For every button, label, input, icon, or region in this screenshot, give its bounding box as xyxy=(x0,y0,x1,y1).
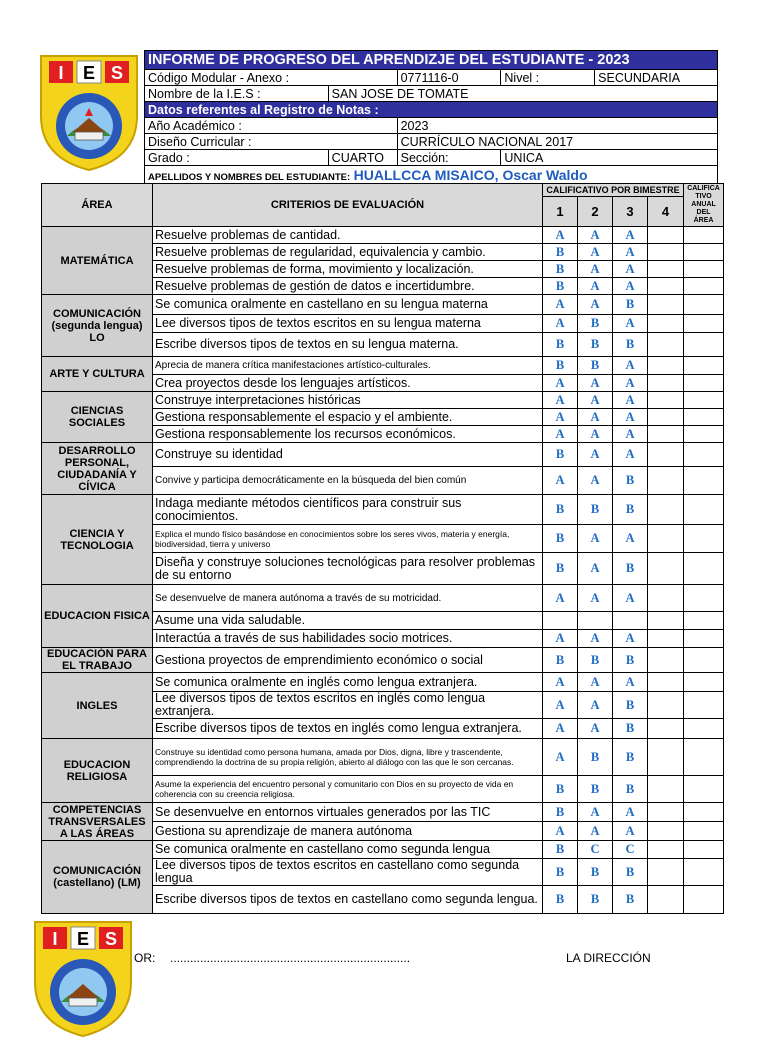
grade-b4 xyxy=(648,392,684,409)
criterion-text: Escribe diversos tipos de textos en inglés como lengua extranjera. xyxy=(153,719,543,739)
grade-b4 xyxy=(648,841,684,859)
grade-b1: B xyxy=(543,776,578,803)
footer-direction: LA DIRECCIÓN xyxy=(566,951,651,965)
codigo-value: 0771116-0 xyxy=(397,70,501,86)
criterion-row xyxy=(42,443,724,467)
area-name: COMPETENCIAS TRANSVERSALES A LAS ÁREAS xyxy=(42,803,153,841)
grade-b2: A xyxy=(578,278,613,295)
grade-b3: B xyxy=(613,739,648,776)
grade-b3: C xyxy=(613,841,648,859)
criterion-row xyxy=(42,841,724,859)
seccion-value: UNICA xyxy=(501,150,718,166)
nivel-label: Nivel : xyxy=(501,70,595,86)
grade-b1: A xyxy=(543,295,578,315)
annual-grade xyxy=(684,525,724,553)
grade-b3: A xyxy=(613,525,648,553)
criterion-text: Resuelve problemas de regularidad, equivalencia y cambio. xyxy=(153,244,543,261)
criterion-text: Indaga mediante métodos científicos para construir sus conocimientos. xyxy=(153,495,543,525)
grade-b4 xyxy=(648,278,684,295)
grade-b4 xyxy=(648,803,684,822)
grade-b2: A xyxy=(578,553,613,585)
grade-b4 xyxy=(648,648,684,673)
annual-grade xyxy=(684,227,724,244)
grade-b1: A xyxy=(543,585,578,612)
grade-b3: B xyxy=(613,859,648,886)
annual-grade xyxy=(684,859,724,886)
criterion-text: Se comunica oralmente en castellano como segunda lengua xyxy=(153,841,543,859)
criterion-text: Construye su identidad como persona humana, amada por Dios, digna, libre y trascendente, comprendiendo la doctrina de su propia religión, abierto al diálogo con las que le son cercanas. xyxy=(153,739,543,776)
grade-b4 xyxy=(648,630,684,648)
grade-b3: A xyxy=(613,585,648,612)
grade-b1: B xyxy=(543,261,578,278)
criterion-row xyxy=(42,648,724,673)
grade-b4 xyxy=(648,295,684,315)
annual-grade xyxy=(684,443,724,467)
grade-b1: B xyxy=(543,278,578,295)
grade-b4 xyxy=(648,612,684,630)
grade-b1: A xyxy=(543,375,578,392)
area-header: ÁREA xyxy=(42,184,153,227)
header-table xyxy=(144,50,718,185)
annual-grade xyxy=(684,315,724,333)
grade-b1: A xyxy=(543,392,578,409)
grade-b3: A xyxy=(613,822,648,841)
criterion-text: Asume la experiencia del encuentro personal y comunitario con Dios en su proyecto de vida en coherencia con su creencia religiosa. xyxy=(153,776,543,803)
grade-b1: A xyxy=(543,719,578,739)
bimestre-4: 4 xyxy=(648,197,684,227)
grade-b2: B xyxy=(578,859,613,886)
student-name: HUALLCCA MISAICO, Oscar Waldo xyxy=(353,167,588,183)
grade-b2: A xyxy=(578,630,613,648)
criterion-text: Lee diversos tipos de textos escritos en castellano como segunda lengua xyxy=(153,859,543,886)
area-name: ARTE Y CULTURA xyxy=(42,357,153,392)
grado-label: Grado : xyxy=(145,150,329,166)
grade-b3: A xyxy=(613,630,648,648)
grades-table xyxy=(41,183,724,914)
grade-b4 xyxy=(648,525,684,553)
annual-grade xyxy=(684,841,724,859)
annual-grade xyxy=(684,553,724,585)
annual-grade xyxy=(684,333,724,357)
annual-grade xyxy=(684,409,724,426)
school-logo-top xyxy=(37,52,141,172)
grade-b4 xyxy=(648,315,684,333)
area-name: DESARROLLO PERSONAL, CIUDADANÍA Y CÍVICA xyxy=(42,443,153,495)
grade-b4 xyxy=(648,585,684,612)
criterion-text: Escribe diversos tipos de textos en castellano como segunda lengua. xyxy=(153,886,543,914)
area-name: CIENCIAS SOCIALES xyxy=(42,392,153,443)
annual-grade xyxy=(684,822,724,841)
grade-b2: A xyxy=(578,392,613,409)
annual-grade xyxy=(684,692,724,719)
criterion-text: Interactúa a través de sus habilidades socio motrices. xyxy=(153,630,543,648)
grade-b1: B xyxy=(543,244,578,261)
grade-b4 xyxy=(648,333,684,357)
grade-b1: B xyxy=(543,553,578,585)
bimestre-1: 1 xyxy=(543,197,578,227)
grade-b2: A xyxy=(578,585,613,612)
grade-b3: A xyxy=(613,315,648,333)
criterion-text: Crea proyectos desde los lenguajes artísticos. xyxy=(153,375,543,392)
grade-b1: B xyxy=(543,841,578,859)
grade-b4 xyxy=(648,673,684,692)
grade-b3: A xyxy=(613,409,648,426)
criteria-header: CRITERIOS DE EVALUACIÓN xyxy=(153,184,543,227)
school-logo-bottom xyxy=(31,918,135,1038)
grade-b4 xyxy=(648,244,684,261)
svg-text:I: I xyxy=(58,63,64,83)
grade-b4 xyxy=(648,227,684,244)
grade-b1: B xyxy=(543,859,578,886)
grade-b2: A xyxy=(578,295,613,315)
grade-b1: A xyxy=(543,692,578,719)
grade-b1: B xyxy=(543,525,578,553)
grade-b3: A xyxy=(613,227,648,244)
grade-b2: B xyxy=(578,357,613,375)
annual-grade xyxy=(684,295,724,315)
annual-grade xyxy=(684,739,724,776)
grade-b3: B xyxy=(613,495,648,525)
grade-b2: B xyxy=(578,886,613,914)
criterion-text: Se comunica oralmente en inglés como lengua extranjera. xyxy=(153,673,543,692)
area-name: MATEMÁTICA xyxy=(42,227,153,295)
criterion-text: Construye interpretaciones históricas xyxy=(153,392,543,409)
grade-b3: B xyxy=(613,295,648,315)
grade-b3: B xyxy=(613,467,648,495)
annual-grade xyxy=(684,375,724,392)
criterion-text: Aprecia de manera crítica manifestaciones artístico-culturales. xyxy=(153,357,543,375)
diseno-value: CURRÍCULO NACIONAL 2017 xyxy=(397,134,717,150)
grade-b1: A xyxy=(543,673,578,692)
grade-b3: B xyxy=(613,886,648,914)
annual-grade xyxy=(684,612,724,630)
ies-label: Nombre de la I.E.S : xyxy=(145,86,329,102)
grade-b3: A xyxy=(613,426,648,443)
anio-label: Año Académico : xyxy=(145,118,398,134)
area-name: INGLES xyxy=(42,673,153,739)
criterion-row xyxy=(42,495,724,525)
grade-b1: A xyxy=(543,227,578,244)
criterion-row xyxy=(42,295,724,315)
criterion-row xyxy=(42,585,724,612)
grade-b2: A xyxy=(578,719,613,739)
grade-b3: A xyxy=(613,443,648,467)
grade-b4 xyxy=(648,739,684,776)
grade-b1: B xyxy=(543,886,578,914)
grade-b2: C xyxy=(578,841,613,859)
criterion-text: Asume una vida saludable. xyxy=(153,612,543,630)
annual-grade xyxy=(684,719,724,739)
grade-b3: B xyxy=(613,648,648,673)
criterion-text: Resuelve problemas de cantidad. xyxy=(153,227,543,244)
footer-signature-line: ........................................................................ xyxy=(170,951,411,965)
criterion-row xyxy=(42,357,724,375)
svg-text:I: I xyxy=(52,929,58,949)
annual-grade xyxy=(684,467,724,495)
bimestre-2: 2 xyxy=(578,197,613,227)
grade-b2: A xyxy=(578,375,613,392)
grade-b3: B xyxy=(613,719,648,739)
registro-band: Datos referentes al Registro de Notas : xyxy=(145,102,718,118)
grade-b2: B xyxy=(578,495,613,525)
grade-b2: A xyxy=(578,673,613,692)
annual-grade xyxy=(684,278,724,295)
criterion-text: Resuelve problemas de forma, movimiento y localización. xyxy=(153,261,543,278)
annual-header: CALIFICA TIVO ANUAL DEL ÁREA xyxy=(684,184,724,227)
student-label: APELLIDOS Y NOMBRES DEL ESTUDIANTE: xyxy=(148,172,351,183)
grade-b4 xyxy=(648,719,684,739)
criterion-row xyxy=(42,227,724,244)
grade-b4 xyxy=(648,495,684,525)
area-name: EDUCACIÓN PARA EL TRABAJO xyxy=(42,648,153,673)
grade-b2: A xyxy=(578,692,613,719)
grade-b1: B xyxy=(543,648,578,673)
criterion-row xyxy=(42,803,724,822)
grade-b2 xyxy=(578,612,613,630)
annual-grade xyxy=(684,357,724,375)
grade-b2: A xyxy=(578,409,613,426)
svg-text:E: E xyxy=(76,929,90,949)
criterion-text: Se desenvuelve de manera autónoma a través de su motricidad. xyxy=(153,585,543,612)
grade-b4 xyxy=(648,426,684,443)
grade-b4 xyxy=(648,409,684,426)
grade-b3: B xyxy=(613,692,648,719)
criterion-text: Se comunica oralmente en castellano en su lengua materna xyxy=(153,295,543,315)
grade-b3: A xyxy=(613,357,648,375)
criterion-text: Se desenvuelve en entornos virtuales generados por las TIC xyxy=(153,803,543,822)
grade-b4 xyxy=(648,692,684,719)
grade-b4 xyxy=(648,553,684,585)
criterion-text: Gestiona su aprendizaje de manera autónoma xyxy=(153,822,543,841)
grade-b2: A xyxy=(578,443,613,467)
svg-text:S: S xyxy=(110,63,124,83)
grade-b3: A xyxy=(613,244,648,261)
criterion-text: Convive y participa democráticamente en la búsqueda del bien común xyxy=(153,467,543,495)
annual-grade xyxy=(684,392,724,409)
grade-b4 xyxy=(648,822,684,841)
grade-b2: A xyxy=(578,426,613,443)
area-name: EDUCACION FISICA xyxy=(42,585,153,648)
grade-b1: A xyxy=(543,409,578,426)
criterion-text: Gestiona responsablemente el espacio y el ambiente. xyxy=(153,409,543,426)
grado-value: CUARTO xyxy=(328,150,397,166)
svg-text:E: E xyxy=(82,63,96,83)
grade-b2: B xyxy=(578,739,613,776)
grade-b4 xyxy=(648,776,684,803)
grade-b1: B xyxy=(543,495,578,525)
codigo-label: Código Modular - Anexo : xyxy=(145,70,398,86)
anio-value: 2023 xyxy=(397,118,717,134)
criterion-row xyxy=(42,673,724,692)
criterion-row xyxy=(42,739,724,776)
criterion-text: Lee diversos tipos de textos escritos en inglés como lengua extranjera. xyxy=(153,692,543,719)
grade-b2: B xyxy=(578,648,613,673)
grade-b3: A xyxy=(613,392,648,409)
grade-b3: A xyxy=(613,261,648,278)
grade-b2: B xyxy=(578,315,613,333)
grade-b3: A xyxy=(613,803,648,822)
grade-b3 xyxy=(613,612,648,630)
grade-b4 xyxy=(648,357,684,375)
grade-b2: A xyxy=(578,244,613,261)
report-title: INFORME DE PROGRESO DEL APRENDIZJE DEL ESTUDIANTE - 2023 xyxy=(145,51,718,70)
grade-b4 xyxy=(648,443,684,467)
criterion-row xyxy=(42,392,724,409)
annual-grade xyxy=(684,426,724,443)
criterion-text: Gestiona proyectos de emprendimiento económico o social xyxy=(153,648,543,673)
grade-b1: A xyxy=(543,467,578,495)
grade-b2: B xyxy=(578,776,613,803)
grade-b1: A xyxy=(543,630,578,648)
criterion-text: Resuelve problemas de gestión de datos e incertidumbre. xyxy=(153,278,543,295)
grade-b2: A xyxy=(578,227,613,244)
criterion-text: Diseña y construye soluciones tecnológicas para resolver problemas de su entorno xyxy=(153,553,543,585)
grade-b1: A xyxy=(543,739,578,776)
annual-grade xyxy=(684,803,724,822)
area-name: EDUCACION RELIGIOSA xyxy=(42,739,153,803)
criterion-text: Escribe diversos tipos de textos en su lengua materna. xyxy=(153,333,543,357)
criterion-text: Construye su identidad xyxy=(153,443,543,467)
grade-b1: A xyxy=(543,426,578,443)
annual-grade xyxy=(684,776,724,803)
criterion-text: Explica el mundo físico basándose en conocimientos sobre los seres vivos, materia y energía, biodiversidad, tierra y universo xyxy=(153,525,543,553)
grade-b3: B xyxy=(613,553,648,585)
grade-b1: A xyxy=(543,315,578,333)
grade-b1: B xyxy=(543,443,578,467)
grade-b2: A xyxy=(578,803,613,822)
grade-b2: B xyxy=(578,333,613,357)
annual-grade xyxy=(684,585,724,612)
grade-b3: B xyxy=(613,776,648,803)
grade-b4 xyxy=(648,261,684,278)
grade-b2: A xyxy=(578,261,613,278)
grade-b4 xyxy=(648,375,684,392)
nivel-value: SECUNDARIA xyxy=(595,70,718,86)
annual-grade xyxy=(684,261,724,278)
annual-grade xyxy=(684,244,724,261)
annual-grade xyxy=(684,673,724,692)
grade-b1: A xyxy=(543,822,578,841)
grade-b3: B xyxy=(613,333,648,357)
grade-b2: A xyxy=(578,525,613,553)
criterion-text: Lee diversos tipos de textos escritos en su lengua materna xyxy=(153,315,543,333)
grade-b4 xyxy=(648,886,684,914)
area-name: CIENCIA Y TECNOLOGIA xyxy=(42,495,153,585)
annual-grade xyxy=(684,648,724,673)
grade-b1: B xyxy=(543,333,578,357)
svg-text:S: S xyxy=(104,929,118,949)
grade-b1: B xyxy=(543,357,578,375)
annual-grade xyxy=(684,630,724,648)
criterion-text: Gestiona responsablemente los recursos económicos. xyxy=(153,426,543,443)
ies-value: SAN JOSE DE TOMATE xyxy=(328,86,717,102)
annual-grade xyxy=(684,886,724,914)
bimestre-3: 3 xyxy=(613,197,648,227)
grade-b2: A xyxy=(578,467,613,495)
grade-b3: A xyxy=(613,673,648,692)
area-name: COMUNICACIÓN (castellano) (LM) xyxy=(42,841,153,914)
grade-b2: A xyxy=(578,822,613,841)
diseno-label: Diseño Curricular : xyxy=(145,134,398,150)
bimestre-header: CALIFICATIVO POR BIMESTRE xyxy=(543,184,684,197)
grade-b4 xyxy=(648,859,684,886)
annual-grade xyxy=(684,495,724,525)
grade-b4 xyxy=(648,467,684,495)
grade-b3: A xyxy=(613,278,648,295)
grade-b1 xyxy=(543,612,578,630)
footer-left: OR: xyxy=(134,951,156,965)
seccion-label: Sección: xyxy=(397,150,501,166)
grade-b1: B xyxy=(543,803,578,822)
grade-b3: A xyxy=(613,375,648,392)
area-name: COMUNICACIÓN (segunda lengua) LO xyxy=(42,295,153,357)
